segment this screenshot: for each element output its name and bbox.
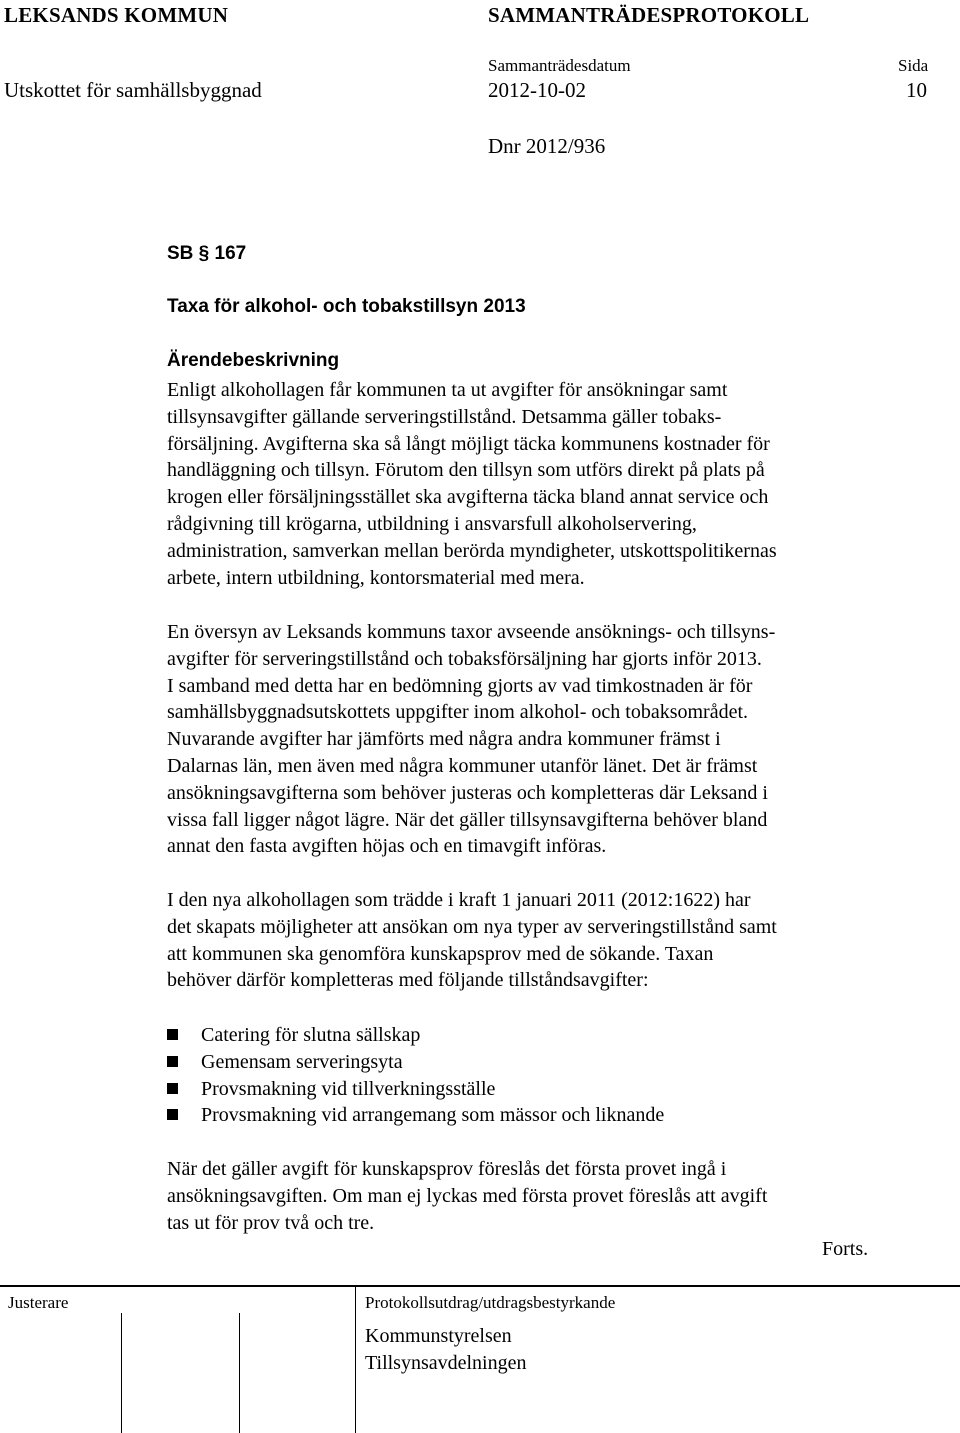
org-name: LEKSANDS KOMMUN (4, 3, 229, 27)
list-item: Gemensam serveringsyta (167, 1049, 664, 1076)
utdrag-label: Protokollsutdrag/utdragsbestyrkande (365, 1293, 616, 1312)
list-item: Provsmakning vid tillverkningsställe (167, 1076, 664, 1103)
document-type: SAMMANTRÄDESPROTOKOLL (488, 3, 810, 27)
p1-line: krogen eller försäljningsstället ska avgifterna täcka bland annat service och (167, 486, 769, 509)
p4-line: När det gäller avgift för kunskapsprov föreslås det första provet ingå i (167, 1158, 727, 1180)
p1-line: tillsynsavgifter gällande serveringstillstånd. Detsamma gäller tobaks- (167, 405, 722, 428)
justerare-label: Justerare (8, 1293, 69, 1312)
square-bullet-icon (167, 1109, 178, 1120)
p2-line: annat den fasta avgiften höjas och en timavgift införas. (167, 835, 607, 858)
page-number: 10 (906, 78, 927, 102)
footer-column-divider (355, 1285, 356, 1433)
meeting-date: 2012-10-02 (488, 78, 586, 102)
p2-line: samhällsbyggnadsutskottets uppgifter inom alkohol- och tobaksområdet. (167, 701, 749, 724)
p1-line: Enligt alkohollagen får kommunen ta ut avgifter för ansökningar samt (167, 379, 728, 401)
section-title: Taxa för alkohol- och tobakstillsyn 2013 (167, 296, 526, 317)
recipient: Tillsynsavdelningen (365, 1352, 527, 1374)
p3-line: behöver därför kompletteras med följande tillståndsavgifter: (167, 969, 649, 992)
p4-line: tas ut för prov två och tre. (167, 1211, 375, 1234)
square-bullet-icon (167, 1056, 178, 1067)
p1-line: administration, samverkan mellan berörda myndigheter, utskottspolitikernas (167, 539, 777, 562)
paragraph-2 (167, 619, 887, 860)
paragraph-3 (167, 887, 887, 994)
section-number: SB § 167 (167, 243, 247, 264)
p3-line: I den nya alkohollagen som trädde i kraft 1 januari 2011 (2012:1622) har (167, 889, 751, 911)
section-heading: Ärendebeskrivning (167, 350, 340, 371)
p1-line: försäljning. Avgifterna ska så långt möjligt täcka kommunens kostnader för (167, 432, 770, 455)
square-bullet-icon (167, 1083, 178, 1094)
p1-line: handläggning och tillsyn. Förutom den tillsyn som utförs direkt på plats på (167, 459, 765, 482)
square-bullet-icon (167, 1029, 178, 1040)
date-label: Sammanträdesdatum (488, 56, 631, 75)
p4-line: ansökningsavgiften. Om man ej lyckas med första provet föreslås att avgift (167, 1184, 768, 1207)
p2-line: ansökningsavgifterna som behöver justeras och kompletteras där Leksand i (167, 781, 768, 804)
list-item: Catering för slutna sällskap (167, 1022, 664, 1049)
forts-label: Forts. (822, 1238, 869, 1260)
p2-line: Nuvarande avgifter har jämförts med några andra kommuner främst i (167, 728, 721, 751)
p2-line: I samband med detta har en bedömning gjorts av vad timkostnaden är för (167, 674, 753, 697)
p3-line: det skapats möjligheter att ansökan om nya typer av serveringstillstånd samt (167, 915, 777, 938)
page-label: Sida (898, 56, 929, 75)
p3-line: att kommunen ska genomföra kunskapsprov med de sökande. Taxan (167, 942, 714, 965)
p2-line: vissa fall ligger något lägre. När det gäller tillsynsavgifterna behöver bland (167, 808, 768, 831)
recipient: Kommunstyrelsen (365, 1325, 512, 1347)
paragraph-4 (167, 1156, 887, 1236)
p2-line: avgifter för serveringstillstånd och tobaksförsäljning har gjorts inför 2013. (167, 647, 762, 670)
signature-box-divider (121, 1313, 122, 1433)
committee-name: Utskottet för samhällsbyggnad (4, 78, 262, 102)
p1-line: rådgivning till krögarna, utbildning i ansvarsfull alkoholservering, (167, 512, 697, 535)
paragraph-1 (167, 377, 887, 591)
p1-line: arbete, intern utbildning, kontorsmaterial med mera. (167, 566, 585, 589)
p2-line: En översyn av Leksands kommuns taxor avseende ansöknings- och tillsyns- (167, 621, 776, 643)
footer-divider (0, 1285, 960, 1287)
p2-line: Dalarnas län, men även med några kommuner utanför länet. Det är främst (167, 754, 758, 777)
fee-list (167, 1022, 664, 1129)
signature-box-divider (239, 1313, 240, 1433)
list-item: Provsmakning vid arrangemang som mässor och liknande (167, 1102, 664, 1129)
dnr: Dnr 2012/936 (488, 134, 606, 158)
